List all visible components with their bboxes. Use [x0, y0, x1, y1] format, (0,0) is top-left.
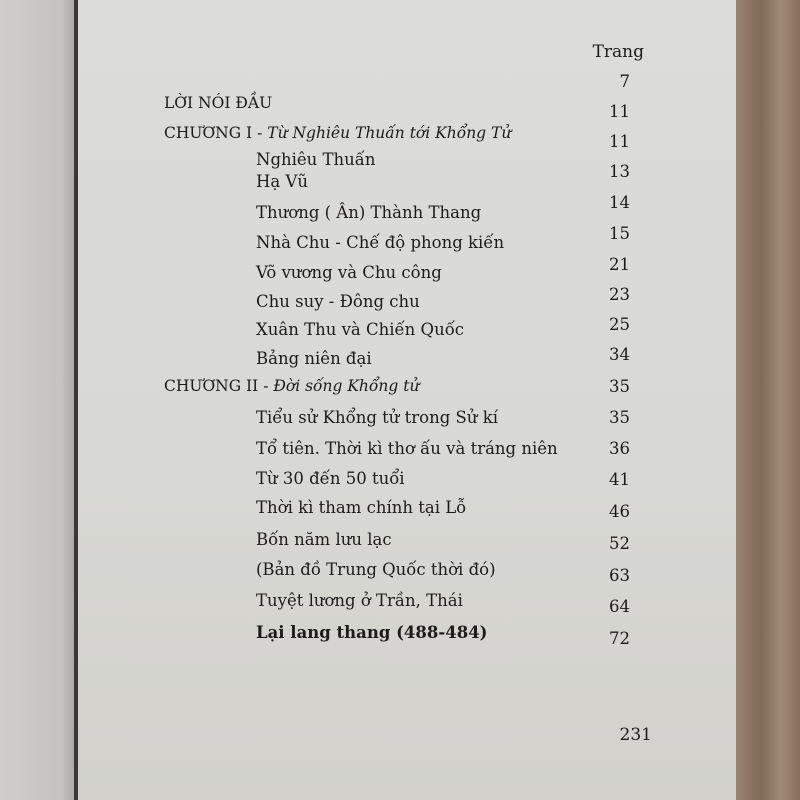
toc-label: Bảng niên đại: [256, 349, 372, 368]
toc-entry-chapter-2: [78, 377, 736, 403]
toc-page-number: 41: [609, 470, 630, 489]
toc-entry: [78, 530, 736, 556]
toc-label: Nhà Chu - Chế độ phong kiến: [256, 233, 505, 252]
toc-entry: [78, 623, 736, 649]
page-number: 231: [619, 725, 652, 745]
chapter-title: Đời sống Khổng tử: [273, 377, 420, 395]
toc-page-number: 25: [609, 315, 630, 334]
toc-label: Tổ tiên. Thời kì thơ ấu và tráng niên: [256, 439, 558, 458]
toc-label: [164, 124, 511, 142]
book-gutter: [74, 0, 78, 800]
toc-page-number: 11: [609, 132, 630, 151]
toc-label: Võ vương và Chu công: [256, 263, 442, 282]
toc-page-number: 46: [609, 502, 630, 521]
toc-page-number: 72: [609, 629, 630, 648]
toc-page-number: 35: [609, 377, 630, 396]
toc-label: Xuân Thu và Chiến Quốc: [256, 320, 465, 339]
toc-label: Thời kì tham chính tại Lỗ: [256, 498, 467, 517]
toc-label: Bốn năm lưu lạc: [256, 530, 392, 549]
toc-page-number: 21: [609, 255, 630, 274]
toc-label: LỜI NÓI ĐẦU: [164, 94, 273, 112]
toc-label: Chu suy - Đông chu: [256, 292, 420, 311]
toc-label: Thương ( Ân) Thành Thang: [256, 203, 482, 222]
toc-label: (Bản đồ Trung Quốc thời đó): [256, 560, 496, 579]
toc-page-number: 64: [609, 597, 630, 616]
toc-page-number: 11: [609, 102, 630, 121]
toc-page-number: 63: [609, 566, 630, 585]
toc-page-number: 34: [609, 345, 630, 364]
chapter-number: CHƯƠNG I -: [164, 124, 268, 142]
chapter-title: Từ Nghiêu Thuấn tới Khổng Tử: [267, 124, 512, 142]
page-column-header: Trang: [592, 42, 644, 62]
toc-label: Nghiêu Thuấn: [256, 150, 376, 169]
toc-page-number: 52: [609, 534, 630, 553]
toc-page-number: 23: [609, 285, 630, 304]
toc-label: Tiểu sử Khổng tử trong Sử kí: [256, 408, 498, 427]
wood-table-background: [735, 0, 800, 800]
toc-label: Lại lang thang (488-484): [256, 623, 488, 642]
toc-entry: [78, 591, 736, 617]
toc-entry: [78, 439, 736, 465]
toc-label: [164, 377, 419, 395]
toc-page-number: 13: [609, 162, 630, 181]
facing-page: [0, 0, 76, 800]
toc-page: [78, 0, 736, 800]
toc-page-number: 7: [619, 72, 630, 91]
chapter-number: CHƯƠNG II -: [164, 377, 274, 395]
toc-entry: [78, 469, 736, 495]
toc-page-number: 36: [609, 439, 630, 458]
toc-label: Hạ Vũ: [256, 172, 309, 191]
toc-entry: [78, 408, 736, 434]
toc-page-number: 35: [609, 408, 630, 427]
toc-label: Tuyệt lương ở Trần, Thái: [256, 591, 463, 610]
toc-entry-preface: [78, 94, 736, 120]
toc-label: Từ 30 đến 50 tuổi: [256, 469, 405, 488]
toc-entry: [78, 560, 736, 586]
toc-page-number: 15: [609, 224, 630, 243]
toc-entry-chapter-1: [78, 124, 736, 150]
toc-entry: [78, 498, 736, 524]
toc-entry: [78, 349, 736, 375]
toc-page-number: 14: [609, 193, 630, 212]
toc-entry: [78, 172, 736, 212]
